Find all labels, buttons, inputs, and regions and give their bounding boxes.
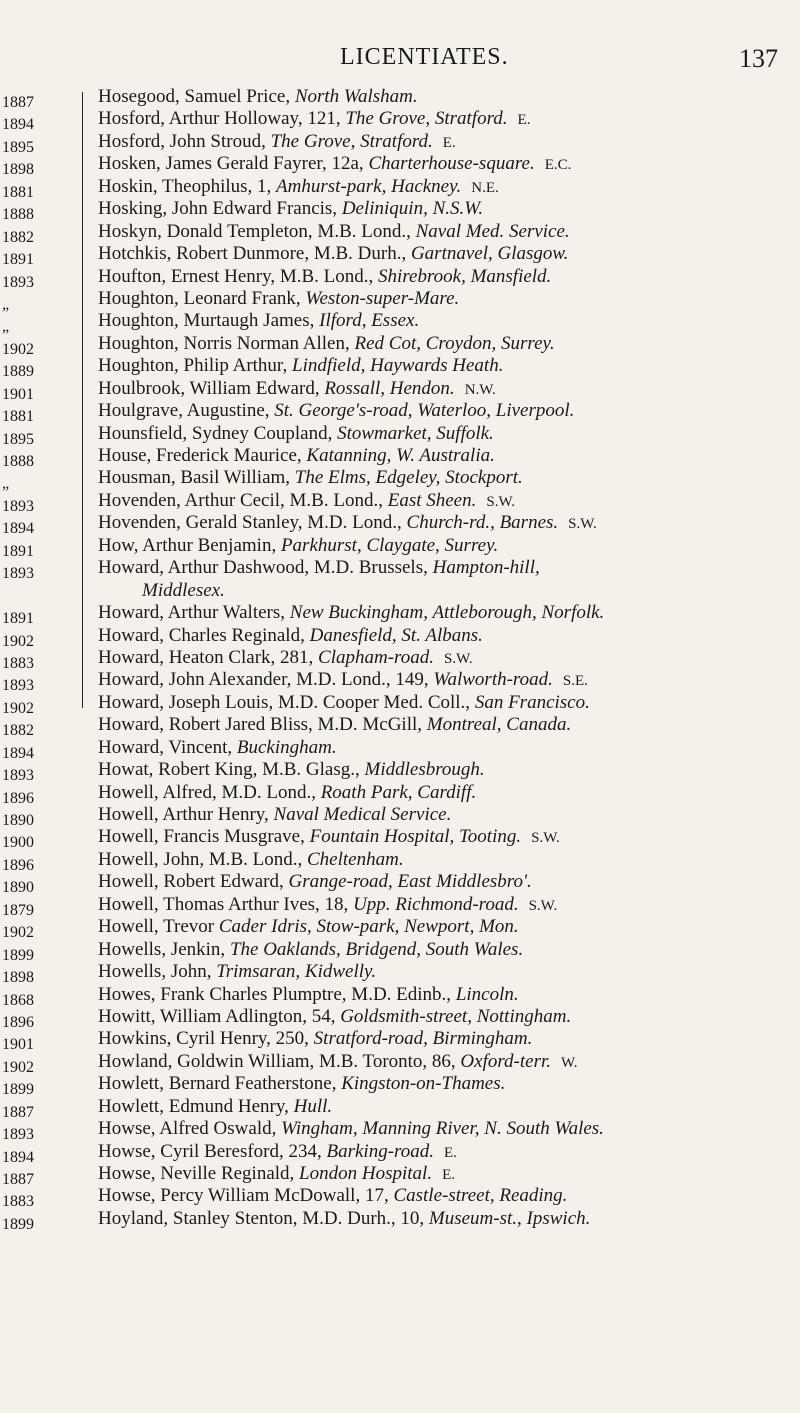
licentiate-name: Howitt, William Adlington, 54, — [98, 1005, 336, 1027]
year-entry: 1902 — [2, 924, 34, 942]
list-item — [98, 423, 790, 445]
year-entry: 1896 — [2, 1013, 34, 1031]
list-item — [98, 625, 790, 647]
licentiate-name: Howell, Trevor — [98, 916, 215, 938]
licentiate-address: North Walsham. — [294, 86, 418, 107]
year-entry: 1893 — [2, 497, 34, 515]
licentiate-address: Upp. Richmond-road. — [353, 893, 519, 915]
year-entry: 1895 — [2, 138, 34, 156]
year-entry — [0, 586, 70, 608]
list-item — [98, 849, 790, 871]
list-item — [98, 1073, 790, 1095]
licentiate-name: Howard, John Alexander, M.D. Lond., 149, — [98, 669, 429, 691]
list-item — [98, 490, 790, 512]
year-entry: 1893 — [2, 565, 34, 583]
postal-district: E. — [442, 1167, 455, 1183]
list-item — [98, 1096, 790, 1118]
year-entry: 1890 — [2, 812, 34, 829]
year-entry: 1901 — [2, 385, 34, 403]
year-entry: 1901 — [2, 1036, 34, 1054]
list-item — [98, 804, 790, 826]
year-entry: 1895 — [2, 430, 34, 448]
licentiate-name: Hounsfield, Sydney Coupland, — [98, 422, 333, 444]
year-entry: 1883 — [2, 654, 34, 672]
list-item — [98, 1141, 790, 1163]
list-item — [98, 894, 790, 916]
licentiate-name: Howell, Thomas Arthur Ives, 18, — [98, 893, 349, 915]
licentiate-name: Howat, Robert King, M.B. Glasg., — [98, 759, 360, 781]
licentiate-name: Hovenden, Arthur Cecil, M.B. Lond., — [98, 489, 383, 511]
licentiate-name: Houfton, Ernest Henry, M.B. Lond., — [98, 265, 374, 287]
list-item — [98, 1006, 790, 1028]
licentiate-address: Cader Idris, Stow-park, Newport, Mon. — [218, 916, 519, 938]
licentiate-address: Middlesbrough. — [364, 759, 485, 781]
licentiate-name: Hoskin, Theophilus, 1, — [98, 175, 272, 197]
year-entry: 1893 — [2, 1126, 34, 1144]
licentiate-name: Houlbrook, William Edward, — [98, 377, 320, 399]
year-entry: 1899 — [2, 1081, 34, 1099]
licentiate-address: Red Cot, Croydon, Surrey. — [354, 332, 555, 354]
list-item — [98, 669, 790, 691]
licentiate-name: Howell, Francis Musgrave, — [98, 826, 305, 848]
list-item — [98, 580, 790, 602]
list-item — [98, 445, 790, 467]
list-item — [98, 467, 790, 489]
licentiate-address: Hampton-hill, — [432, 557, 540, 579]
year-entry: 1896 — [2, 856, 34, 874]
postal-district: S.W. — [531, 830, 560, 847]
licentiate-name: Hoyland, Stanley Stenton, M.D. Durh., 10, — [98, 1207, 425, 1229]
licentiate-address: Lindfield, Haywards Heath. — [292, 355, 504, 377]
list-item — [98, 243, 790, 265]
list-item — [98, 535, 790, 557]
postal-district: W. — [561, 1054, 578, 1071]
year-entry: 1898 — [2, 969, 34, 987]
postal-district: E.C. — [544, 157, 572, 174]
licentiate-name: Houghton, Leonard Frank, — [98, 287, 301, 309]
licentiate-address: Weston-super-Mare. — [305, 287, 460, 309]
year-entry: 1881 — [2, 408, 34, 426]
licentiate-name: House, Frederick Maurice, — [98, 445, 302, 466]
postal-district: S.W. — [528, 897, 558, 914]
licentiate-address: Stratford-road, Birmingham. — [313, 1028, 533, 1050]
year-entry: 1893 — [2, 677, 34, 695]
licentiate-address: Church-rd., Barnes. — [406, 512, 559, 534]
licentiate-name: Howard, Arthur Dashwood, M.D. Brussels, — [98, 557, 428, 579]
licentiate-name: Howland, Goldwin William, M.B. Toronto, 86, — [98, 1050, 456, 1072]
licentiate-name: Howlett, Edmund Henry, — [98, 1095, 289, 1117]
licentiate-name: Hosford, Arthur Holloway, 121, — [98, 108, 341, 130]
list-item — [98, 961, 790, 983]
year-entry: 1894 — [2, 520, 34, 538]
list-item — [98, 86, 790, 108]
year-entry: 1883 — [2, 1193, 34, 1211]
year-entry: 1896 — [2, 789, 34, 807]
year-entry: 1881 — [2, 183, 34, 201]
licentiate-name: Howells, John, — [98, 961, 212, 983]
licentiate-name: Howard, Heaton Clark, 281, — [98, 646, 314, 668]
list-item — [98, 939, 790, 961]
licentiate-address: The Oaklands, Bridgend, South Wales. — [229, 938, 524, 960]
licentiate-address: Grange-road, East Middlesbro'. — [288, 871, 532, 893]
licentiate-name: Howes, Frank Charles Plumptre, M.D. Edinb., — [98, 983, 452, 1005]
licentiate-address: Clapham-road. — [318, 646, 434, 668]
licentiate-address: Buckingham. — [236, 736, 337, 758]
licentiate-address: The Grove, Stratford. — [270, 130, 433, 152]
list-item — [98, 176, 790, 198]
year-entry: 1888 — [2, 453, 34, 470]
licentiate-name: Hosking, John Edward Francis, — [98, 198, 338, 220]
list-item — [98, 647, 790, 669]
year-entry: 1894 — [2, 744, 34, 762]
licentiate-address: Shirebrook, Mansfield. — [378, 265, 552, 287]
list-item — [98, 310, 790, 332]
licentiate-address: The Elms, Edgeley, Stockport. — [294, 467, 523, 489]
licentiate-name: Howse, Percy William McDowall, 17, — [98, 1185, 389, 1207]
licentiate-name: Howells, Jenkin, — [98, 938, 226, 960]
list-item — [98, 714, 790, 736]
list-item — [98, 692, 790, 714]
year-entry: 1902 — [2, 632, 34, 650]
year-entry: 1882 — [2, 722, 34, 740]
year-entry: 1887 — [2, 94, 34, 111]
licentiate-address: Naval Medical Service. — [273, 804, 452, 825]
year-entry: 1887 — [2, 1171, 34, 1188]
licentiate-name: Hoskyn, Donald Templeton, M.B. Lond., — [98, 220, 411, 242]
licentiate-address: Danesfield, St. Albans. — [309, 624, 483, 646]
licentiate-name: Hosford, John Stroud, — [98, 130, 266, 152]
licentiate-name: How, Arthur Benjamin, — [98, 534, 277, 556]
licentiate-address: Kingston-on-Thames. — [341, 1073, 506, 1095]
licentiate-address: The Grove, Stratford. — [345, 108, 508, 130]
postal-district: E. — [443, 1144, 457, 1161]
licentiate-name: Houlgrave, Augustine, — [98, 400, 270, 422]
licentiate-address: Goldsmith-street, Nottingham. — [340, 1005, 572, 1027]
licentiate-address: Ilford, Essex. — [319, 310, 420, 332]
year-entry: 1900 — [2, 834, 34, 852]
licentiate-name: Howard, Joseph Louis, M.D. Cooper Med. Coll., — [98, 691, 471, 713]
list-item — [98, 1208, 790, 1230]
licentiate-name: Hosegood, Samuel Price, — [98, 86, 291, 107]
licentiate-name: Houghton, Philip Arthur, — [98, 355, 288, 377]
running-head: LICENTIATES. — [340, 44, 509, 70]
licentiate-name: Houghton, Norris Norman Allen, — [98, 332, 350, 354]
list-item — [98, 1185, 790, 1207]
licentiate-address: East Sheen. — [387, 489, 477, 511]
licentiate-address: Gartnavel, Glasgow. — [410, 243, 569, 265]
licentiate-address: Hull. — [293, 1095, 333, 1117]
licentiate-name: Houghton, Murtaugh James, — [98, 310, 315, 332]
list-item — [98, 759, 790, 781]
licentiate-address: Oxford-terr. — [460, 1050, 552, 1072]
year-entry: 1890 — [2, 879, 34, 897]
licentiate-list — [98, 86, 790, 1230]
year-entry: „ — [2, 318, 10, 336]
licentiate-address: London Hospital. — [299, 1163, 433, 1184]
list-item — [98, 737, 790, 759]
year-entry: 1889 — [2, 363, 34, 381]
list-item — [98, 266, 790, 288]
list-item — [98, 512, 790, 534]
licentiate-name: Howse, Neville Reginald, — [98, 1163, 295, 1184]
list-item — [98, 108, 790, 130]
licentiate-name: Howell, John, M.B. Lond., — [98, 848, 303, 870]
licentiate-name: Howard, Charles Reginald, — [98, 624, 305, 646]
licentiate-address: Roath Park, Cardiff. — [320, 781, 477, 803]
year-entry: „ — [2, 295, 10, 313]
licentiate-address: Cheltenham. — [307, 848, 404, 870]
licentiate-address: Wingham, Manning River, N. South Wales. — [281, 1118, 604, 1140]
year-column — [0, 92, 70, 1236]
licentiate-address: Amhurst-park, Hackney. — [276, 175, 462, 197]
year-entry: „ — [2, 475, 10, 493]
licentiate-address: New Buckingham, Attleborough, Norfolk. — [289, 602, 605, 624]
year-entry: 1887 — [2, 1103, 34, 1121]
licentiate-address: St. George's-road, Waterloo, Liverpool. — [274, 400, 575, 422]
licentiate-name: Howell, Robert Edward, — [98, 871, 284, 893]
list-item — [98, 378, 790, 400]
column-divider — [82, 92, 83, 708]
list-item — [98, 557, 790, 579]
licentiate-address: Castle-street, Reading. — [393, 1185, 568, 1207]
year-entry: 1891 — [2, 542, 34, 560]
list-item — [98, 602, 790, 624]
licentiate-address: Montreal, Canada. — [426, 714, 572, 736]
year-entry: 1893 — [2, 273, 34, 291]
licentiate-address: Lincoln. — [455, 983, 519, 1005]
licentiate-address: Rossall, Hendon. — [324, 377, 455, 399]
list-item — [98, 1051, 790, 1073]
licentiate-name: Howkins, Cyril Henry, 250, — [98, 1028, 309, 1050]
licentiate-address: San Francisco. — [474, 691, 590, 713]
licentiate-name: Howse, Cyril Beresford, 234, — [98, 1140, 322, 1162]
year-entry: 1902 — [2, 1058, 34, 1076]
list-item — [98, 1118, 790, 1140]
year-entry: 1891 — [2, 610, 34, 628]
list-item — [98, 916, 790, 938]
list-item — [98, 153, 790, 175]
list-item — [98, 198, 790, 220]
postal-district: E. — [442, 134, 456, 151]
licentiate-address: Fountain Hospital, Tooting. — [309, 826, 522, 848]
list-item — [98, 221, 790, 243]
year-entry: 1894 — [2, 1148, 34, 1166]
year-entry: 1898 — [2, 161, 34, 179]
licentiate-address: Museum-st., Ipswich. — [428, 1207, 591, 1229]
licentiate-name: Hosken, James Gerald Fayrer, 12a, — [98, 153, 364, 175]
postal-district: N.E. — [471, 179, 499, 196]
licentiate-name: Howard, Arthur Walters, — [98, 602, 286, 624]
year-entry: 1899 — [2, 1215, 34, 1233]
list-item — [98, 782, 790, 804]
list-item — [98, 400, 790, 422]
licentiate-name: Howard, Vincent, — [98, 736, 233, 758]
page-number: 137 — [739, 44, 778, 73]
licentiate-address: Charterhouse-square. — [368, 153, 535, 175]
list-item — [98, 355, 790, 377]
postal-district: S.W. — [486, 493, 515, 510]
licentiate-address: Deliniquin, N.S.W. — [341, 198, 484, 220]
postal-district: N.W. — [464, 381, 496, 398]
licentiate-name: Howard, Robert Jared Bliss, M.D. McGill, — [98, 714, 423, 736]
licentiate-address: Katanning, W. Australia. — [306, 445, 495, 466]
list-item — [98, 1163, 790, 1185]
postal-district: S.E. — [562, 673, 588, 690]
year-entry: 1894 — [2, 116, 34, 134]
list-item — [98, 871, 790, 893]
postal-district: E. — [517, 112, 531, 129]
licentiate-name: Howell, Alfred, M.D. Lond., — [98, 781, 316, 803]
licentiate-name: Hotchkis, Robert Dunmore, M.B. Durh., — [98, 243, 407, 265]
licentiate-name: Howse, Alfred Oswald, — [98, 1118, 277, 1140]
list-item — [98, 333, 790, 355]
year-entry: 1902 — [2, 340, 34, 358]
licentiate-address: Stowmarket, Suffolk. — [337, 422, 494, 444]
list-item — [98, 1028, 790, 1050]
list-item — [98, 131, 790, 153]
year-entry: 1899 — [2, 946, 34, 964]
licentiate-address: Middlesex. — [142, 579, 225, 601]
licentiate-address: Trimsaran, Kidwelly. — [216, 961, 377, 983]
licentiate-address: Barking-road. — [326, 1140, 434, 1162]
year-entry: 1882 — [2, 228, 34, 246]
list-item — [98, 288, 790, 310]
page-header — [0, 44, 800, 84]
year-entry: 1879 — [2, 901, 34, 919]
year-entry: 1893 — [2, 767, 34, 785]
licentiate-address: Parkhurst, Claygate, Surrey. — [280, 534, 499, 556]
year-entry: 1868 — [2, 991, 34, 1009]
postal-district: S.W. — [443, 650, 473, 667]
year-entry: 1891 — [2, 251, 34, 269]
licentiate-name: Howlett, Bernard Featherstone, — [98, 1073, 337, 1095]
licentiate-address: Naval Med. Service. — [415, 220, 570, 242]
licentiate-name: Hovenden, Gerald Stanley, M.D. Lond., — [98, 512, 402, 534]
postal-district: S.W. — [568, 516, 597, 533]
licentiate-name: Howell, Arthur Henry, — [98, 804, 269, 825]
year-entry: 1888 — [2, 206, 34, 224]
year-entry: 1902 — [2, 699, 34, 717]
licentiate-name: Housman, Basil William, — [98, 467, 291, 489]
list-item — [98, 826, 790, 848]
licentiate-address: Walworth-road. — [433, 669, 553, 691]
list-item — [98, 984, 790, 1006]
